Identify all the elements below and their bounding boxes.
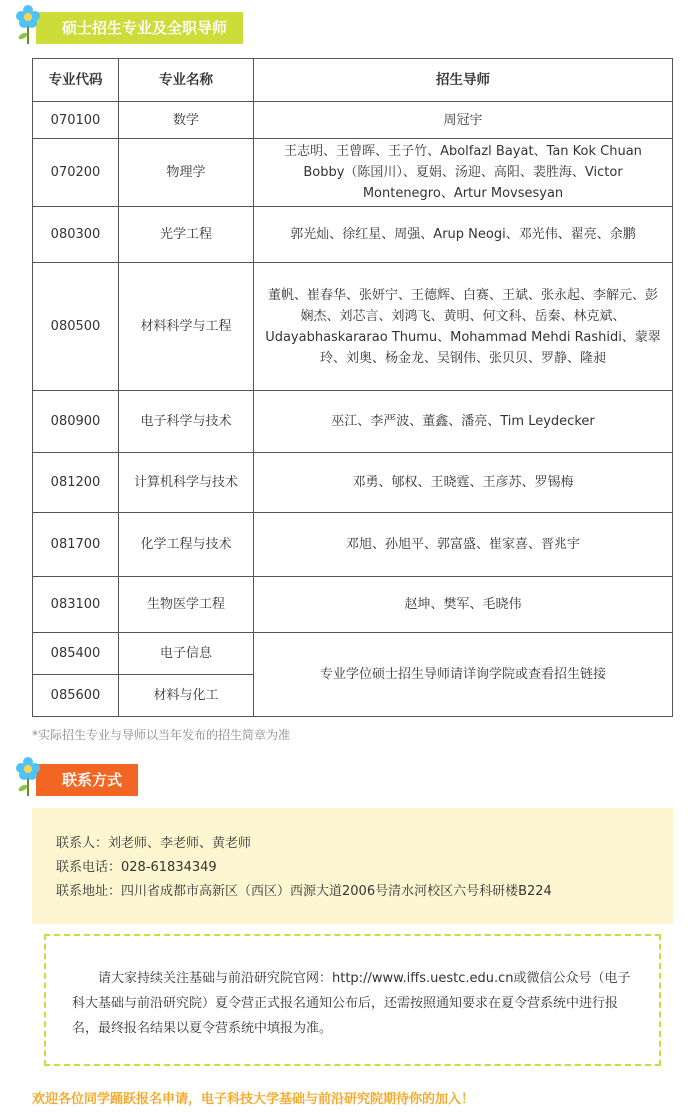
major-name: 物理学 (119, 139, 254, 207)
major-name: 材料与化工 (119, 675, 254, 717)
major-code: 081200 (33, 453, 119, 513)
table-row (33, 102, 673, 139)
major-mentors: 巫江、李严波、董鑫、潘亮、Tim Leydecker (254, 391, 673, 453)
major-code: 080500 (33, 263, 119, 391)
header-mentors: 招生导师 (254, 59, 673, 102)
major-mentors: 王志明、王曾晖、王子竹、Abolfazl Bayat、Tan Kok Chuan Bobby（陈国川）、夏娟、汤迎、高阳、裴胜海、Victor Montenegro、Artur Movsesyan (254, 139, 673, 207)
header-name: 专业名称 (119, 59, 254, 102)
major-code: 070200 (33, 139, 119, 207)
table-row (33, 207, 673, 263)
contact-box (32, 808, 673, 924)
table-row (33, 513, 673, 577)
major-name: 光学工程 (119, 207, 254, 263)
major-code: 070100 (33, 102, 119, 139)
major-mentors: 郭光灿、徐红星、周强、Arup Neogi、邓光伟、翟亮、余鹏 (254, 207, 673, 263)
contact-phone: 联系电话：028-61834349 (56, 860, 217, 875)
contact-address: 联系地址：四川省成都市高新区（西区）西源大道2006号清水河校区六号科研楼B224 (56, 884, 552, 899)
major-code: 080900 (33, 391, 119, 453)
major-mentors: 赵坤、樊军、毛晓伟 (254, 577, 673, 633)
section-title-majors: 硕士招生专业及全职导师 (36, 12, 243, 44)
major-code: 085400 (33, 633, 119, 675)
majors-table (32, 58, 673, 717)
major-mentors: 专业学位硕士招生导师请详询学院或查看招生链接 (254, 633, 673, 717)
major-mentors: 董帆、崔春华、张妍宁、王德辉、白赛、王斌、张永起、李解元、彭娴杰、刘芯言、刘鸿飞、黄明、何文科、岳秦、林克斌、Udayabhaskararao Thumu、Mohammad Mehdi Rashidi、蒙翠玲、刘奥、杨金龙、吴钢伟、张贝贝、罗静、隆昶 (254, 263, 673, 391)
major-code: 085600 (33, 675, 119, 717)
major-name: 计算机科学与技术 (119, 453, 254, 513)
major-code: 081700 (33, 513, 119, 577)
header-code: 专业代码 (33, 59, 119, 102)
major-name: 化学工程与技术 (119, 513, 254, 577)
major-mentors: 周冠宇 (254, 102, 673, 139)
major-code: 083100 (33, 577, 119, 633)
section-header-majors (22, 12, 243, 44)
footer-slogan: 欢迎各位同学踊跃报名申请，电子科技大学基础与前沿研究院期待你的加入！ (32, 1092, 475, 1107)
table-row (33, 633, 673, 675)
major-mentors: 邓勇、郇权、王晓霆、王彦苏、罗锡梅 (254, 453, 673, 513)
section-title-contact: 联系方式 (36, 764, 138, 796)
table-row (33, 263, 673, 391)
footnote: *实际招生专业与导师以当年发布的招生简章为准 (32, 728, 291, 742)
major-mentors: 邓旭、孙旭平、郭富盛、崔家喜、晋兆宇 (254, 513, 673, 577)
table-row (33, 391, 673, 453)
major-name: 电子信息 (119, 633, 254, 675)
major-name: 生物医学工程 (119, 577, 254, 633)
table-header-row (33, 59, 673, 102)
notice-box: 请大家持续关注基础与前沿研究院官网：http://www.iffs.uestc.edu.cn或微信公众号（电子科大基础与前沿研究院）夏令营正式报名通知公布后，还需按照通知要求在夏令营系统中进行报名，最终报名结果以夏令营系统中填报为准。 (44, 934, 661, 1066)
table-row (33, 453, 673, 513)
table-row (33, 139, 673, 207)
major-code: 080300 (33, 207, 119, 263)
flower-icon (14, 756, 44, 796)
major-name: 电子科学与技术 (119, 391, 254, 453)
major-name: 材料科学与工程 (119, 263, 254, 391)
major-name: 数学 (119, 102, 254, 139)
contact-person: 联系人：刘老师、李老师、黄老师 (56, 836, 252, 851)
table-row (33, 577, 673, 633)
flower-icon (14, 4, 44, 44)
section-header-contact (22, 764, 138, 796)
